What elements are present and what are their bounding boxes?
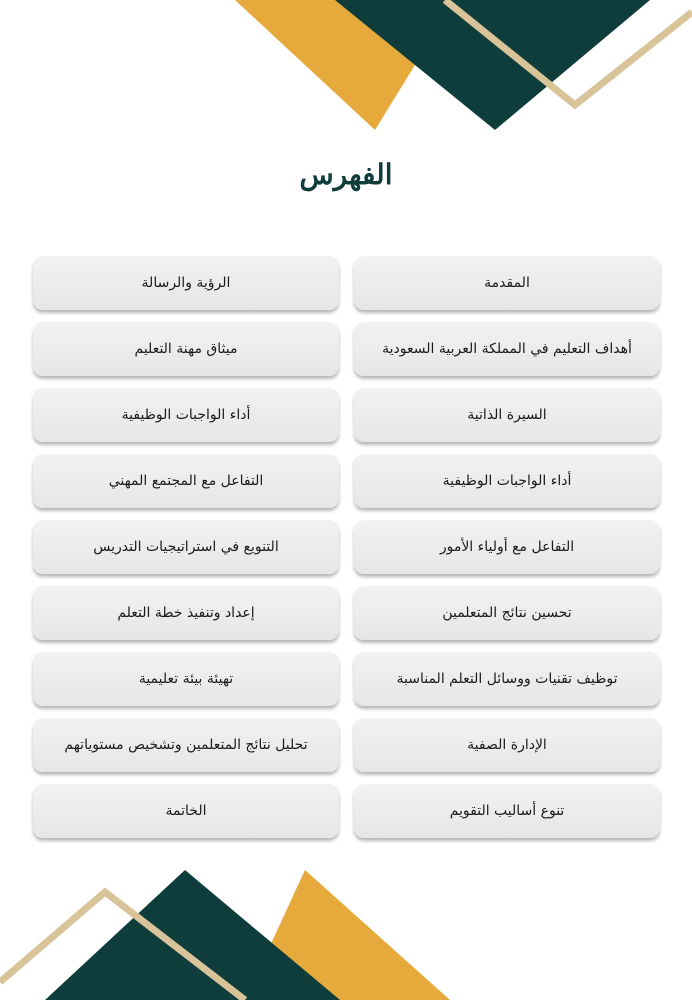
toc-item[interactable]: تحليل نتائج المتعلمين وتشخيص مستوياتهم xyxy=(33,718,339,772)
page-title: الفهرس xyxy=(299,158,393,191)
toc-item[interactable]: ميثاق مهنة التعليم xyxy=(33,322,339,376)
toc-item[interactable]: تحسين نتائج المتعلمين xyxy=(354,586,660,640)
toc-item[interactable]: التنويع في استراتيجيات التدريس xyxy=(33,520,339,574)
toc-item[interactable]: الإدارة الصفية xyxy=(354,718,660,772)
toc-item[interactable]: الخاتمة xyxy=(33,784,339,838)
toc-item[interactable]: أداء الواجبات الوظيفية xyxy=(33,388,339,442)
top-decoration xyxy=(0,0,692,140)
toc-item[interactable]: السيرة الذاتية xyxy=(354,388,660,442)
toc-item[interactable]: التفاعل مع المجتمع المهني xyxy=(33,454,339,508)
toc-item[interactable]: توظيف تقنيات ووسائل التعلم المناسبة xyxy=(354,652,660,706)
toc-item[interactable]: أداء الواجبات الوظيفية xyxy=(354,454,660,508)
bottom-decoration xyxy=(0,860,692,1000)
toc-item[interactable]: الرؤية والرسالة xyxy=(33,256,339,310)
toc-item[interactable]: إعداد وتنفيذ خطة التعلم xyxy=(33,586,339,640)
toc-grid xyxy=(33,256,660,838)
toc-item[interactable]: تهيئة بيئة تعليمية xyxy=(33,652,339,706)
toc-item[interactable]: التفاعل مع أولياء الأمور xyxy=(354,520,660,574)
toc-item[interactable]: المقدمة xyxy=(354,256,660,310)
toc-item[interactable]: تنوع أساليب التقويم xyxy=(354,784,660,838)
toc-item[interactable]: أهداف التعليم في المملكة العربية السعودية xyxy=(354,322,660,376)
